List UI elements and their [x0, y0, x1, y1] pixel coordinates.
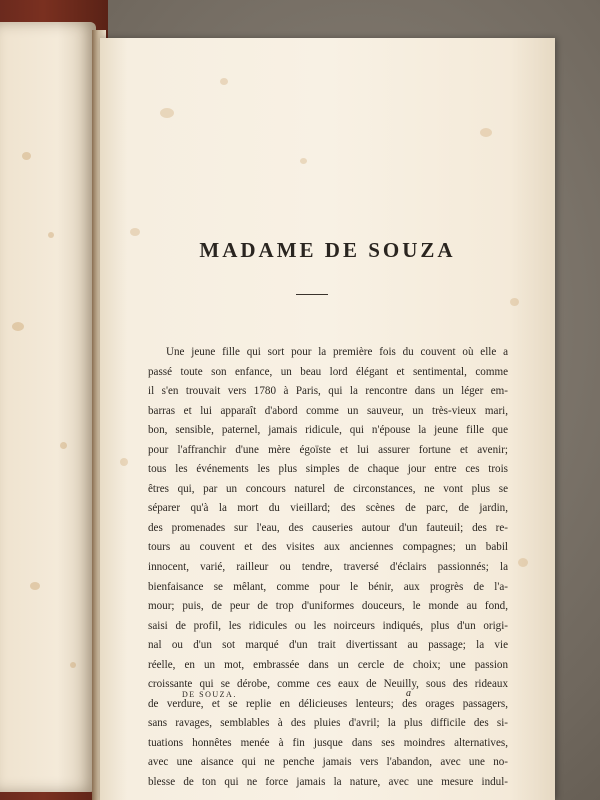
- text-line: il s'en trouvait vers 1780 à Paris, qui la rencontre dans un léger em-: [148, 385, 508, 398]
- text-line: de verdure, et se replie en délicieuses lenteurs; des orages passagers,: [148, 697, 508, 710]
- signature-mark: DE SOUZA.: [182, 690, 237, 699]
- text-line: avec une aisance qui ne penche jamais vers l'abandon, avec une no-: [148, 756, 508, 769]
- text-line: mour; puis, de peur de trop d'uniformes douceurs, le monde au fond,: [148, 600, 508, 613]
- chapter-title: MADAME DE SOUZA: [199, 238, 456, 262]
- sheet-mark: a: [406, 688, 411, 699]
- text-line: réelle, en un mot, embrassée dans un cercle de choix; une passion: [148, 658, 508, 671]
- text-line: sans ravages, semblables à des pluies d'avril; la plus difficile des si-: [148, 717, 508, 730]
- left-page: [0, 22, 96, 792]
- text-line: tours au couvent et des visites aux anciennes compagnes; un babil: [148, 541, 508, 554]
- right-page: [100, 38, 555, 800]
- text-line: tuations honnêtes menée à fin jusque dans ses moindres alternatives,: [148, 736, 508, 749]
- text-line: barras et lui apparaît d'abord comme un sauveur, un très-vieux mari,: [148, 404, 508, 417]
- text-line: bon, sensible, paternel, jamais ridicule, qui n'épouse la jeune fille que: [148, 424, 508, 437]
- text-line: séparer qu'à la mort du vieillard; des scènes de parc, de jardin,: [148, 502, 508, 515]
- body-paragraph: [148, 343, 508, 793]
- text-line: saisi de profil, les ridicules ou les noirceurs indiqués, plus d'un origi-: [148, 619, 508, 632]
- title-rule: [296, 294, 328, 295]
- text-line: nal ou d'un sot marqué d'un trait divertissant au passage; la vie: [148, 639, 508, 652]
- text-line: des promenades sur l'eau, des causeries autour d'un fauteuil; des re-: [148, 521, 508, 534]
- text-line: bienfaisance se mêlant, comme pour le bénir, aux progrès de l'a-: [148, 580, 508, 593]
- text-line: innocent, varié, railleur ou tendre, traversé d'éclairs passionnés; la: [148, 561, 508, 574]
- text-line: Une jeune fille qui sort pour la première fois du couvent où elle a: [166, 346, 508, 358]
- text-line: passé toute son enfance, un beau lord élégant et sentimental, comme: [148, 365, 508, 378]
- text-line: blesse de ton qui ne force jamais la nature, avec une mesure indul-: [148, 776, 508, 789]
- text-line: croissante qui se dérobe, comme ces eaux de Neuilly, sous des rideaux: [148, 678, 508, 691]
- text-line: tous les événements les plus simples de chaque jour entre ces trois: [148, 463, 508, 476]
- text-line: êtres qui, par un concours naturel de circonstances, ne vont plus se: [148, 482, 508, 495]
- text-line: pour l'affranchir d'une mère égoïste et lui assurer fortune et avenir;: [148, 443, 508, 456]
